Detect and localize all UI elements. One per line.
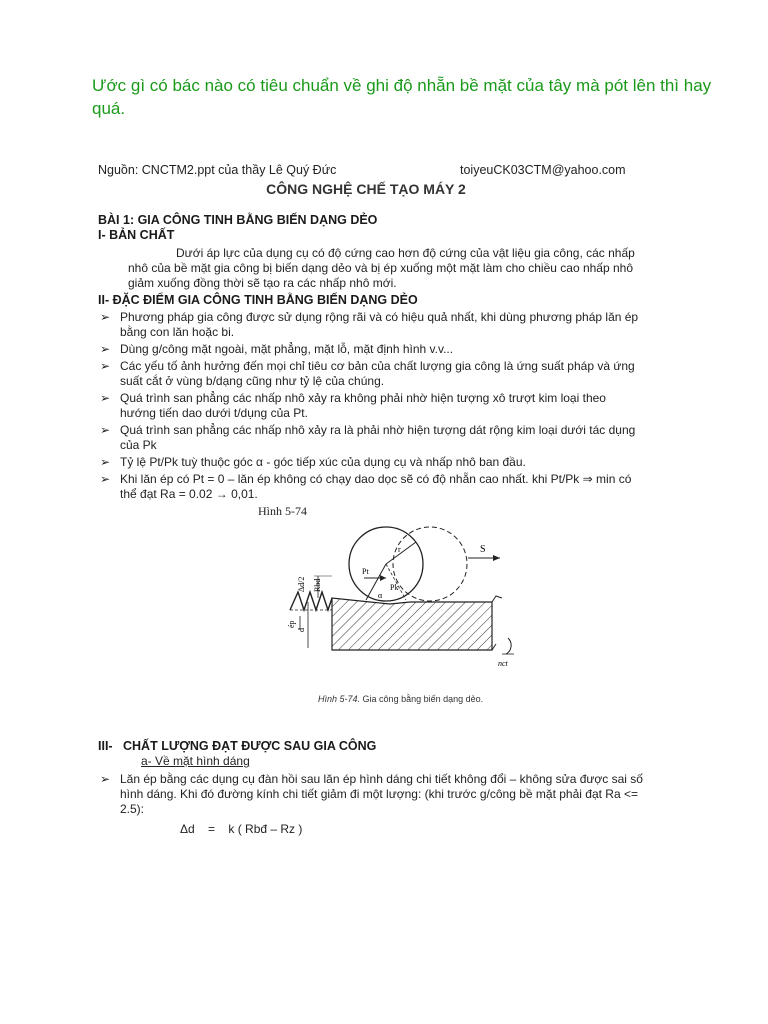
list-item: ➢ Các yếu tố ảnh hưởng đến mọi chỉ tiêu cơ bản của chất lượng gia công là ứng suất pháp và ứng suất cắt ở vùng b/dạng cũng như tỷ lệ của chúng. [100,359,635,388]
label-pt: Pt [362,567,369,576]
source-line [98,163,638,177]
burnishing-diagram [270,520,520,670]
label-d: d [297,628,306,632]
arrow-bullet-icon: ➢ [100,310,111,324]
arrow-bullet-icon: ➢ [100,391,111,405]
lesson-title: BÀI 1: GIA CÔNG TINH BẰNG BIẾN DẠNG DẺO [98,213,378,227]
arrow-bullet-icon: ➢ [100,342,111,356]
section2-heading: II- ĐẶC ĐIỂM GIA CÔNG TINH BẰNG BIẾN DẠNG DẺO [98,293,418,307]
label-pk: Pk [390,583,399,592]
label-s: S [480,544,486,555]
source-email: toiyeuCK03CTM@yahoo.com [460,163,626,177]
arrow-bullet-icon: ➢ [100,472,111,486]
arrow-bullet-icon: ➢ [100,423,111,437]
section2-bullets [100,310,645,504]
arrow-bullet-icon: ➢ [100,772,111,786]
section3-heading: III- CHẤT LƯỢNG ĐẠT ĐƯỢC SAU GIA CÔNG [98,739,377,753]
list-item: ➢ Quá trình san phẳng các nhấp nhô xảy ra không phải nhờ hiện tượng xô trượt kim loại theo hướng tiến dao dưới t/dụng của Pt. [100,391,606,420]
label-ep: ép [287,620,296,628]
label-r: r [398,545,401,554]
list-item: ➢ Tỷ lệ Pt/Pk tuỳ thuộc góc α - góc tiếp xúc của dụng cụ và nhấp nhô ban đầu. [100,455,526,469]
caption-text: Gia công bằng biến dạng dẻo. [362,694,484,704]
label-alpha: α [378,591,383,600]
list-item: ➢ Quá trình san phẳng các nhấp nhô xảy ra là phải nhờ hiện tượng dát rộng kim loại dưới tác dụng của Pk [100,423,636,452]
intro-text: Ước gì có bác nào có tiêu chuẩn về ghi độ nhẵn bề mặt của tây mà pót lên thì hay quá. [92,76,712,118]
section3-subheading: a- Về mặt hình dáng [141,754,250,768]
figure-label: Hình 5-74 [258,504,307,518]
caption-number: Hình 5-74. [318,694,361,704]
section1-body: Dưới áp lực của dụng cụ có độ cứng cao hơn độ cứng của vật liệu gia công, các nhấp nhô của bề mặt gia công bị biến dạng dẻo và bị ép xuống một mặt làm cho chiều cao nhấp nhô giảm xuống đồng thời sẽ tạo ra các nhấp nhô mới. [128,246,635,290]
label-rbd: Rbd [313,578,322,592]
list-item: ➢ Khi lăn ép có Pt = 0 – lăn ép không có chạy dao dọc sẽ có độ nhẵn cao nhất. khi Pt/Pk ⇒ min có thể đạt Ra = 0.02 → 0,01. [100,472,632,501]
list-item: ➢ Lăn ép bằng các dụng cụ đàn hồi sau lăn ép hình dáng chi tiết không đổi – không sửa được sai số hình dáng. Khi đó đường kính chi tiết giảm đi một lượng: (khi trước g/công bề mặt phải đạt Ra <= 2.5): [100,772,643,816]
document-title: CÔNG NGHỆ CHẾ TẠO MÁY 2 [266,181,466,197]
section3-bullets [100,772,645,819]
section1-heading: I- BẢN CHẤT [98,228,175,242]
label-nct: nct [498,659,508,668]
formula: Δd = k ( Rbđ – Rz ) [180,822,303,836]
list-item: ➢ Dùng g/công mặt ngoài, mặt phẳng, mặt lỗ, mặt định hình v.v... [100,342,454,356]
list-item: ➢ Phương pháp gia công được sử dụng rộng rãi và có hiệu quả nhất, khi dùng phương pháp lăn ép bằng con lăn hoặc bi. [100,310,639,339]
arrow-bullet-icon: ➢ [100,455,111,469]
figure-caption [318,694,483,704]
label-delta-d: Δd/2 [297,576,306,592]
arrow-bullet-icon: ➢ [100,359,111,373]
source-label: Nguồn: CNCTM2.ppt của thầy Lê Quý Đức [98,163,337,177]
